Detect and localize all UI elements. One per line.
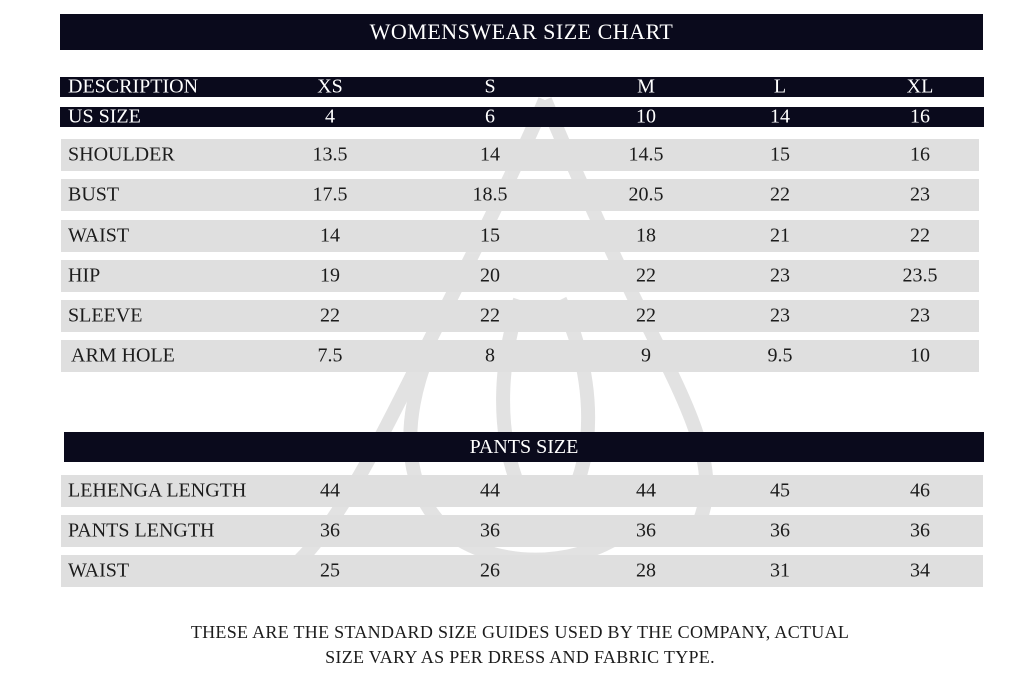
row-label: BUST [68,183,120,206]
cell-m: 20.5 [628,183,664,206]
pants-row [61,555,983,587]
pants-size-title: PANTS SIZE [64,432,984,462]
footnote-line-1: THESE ARE THE STANDARD SIZE GUIDES USED BY THE COMPANY, ACTUAL [190,622,850,642]
cell-l: 21 [770,224,790,247]
table-header-row [60,77,984,97]
cell-m: 14.5 [628,143,664,166]
cell-l: 15 [770,143,790,166]
row-label: WAIST [68,224,130,247]
cell-xl: 34 [910,559,930,582]
cell-s: 20 [480,264,500,287]
cell-m: 10 [636,105,656,128]
cell-l: 22 [770,183,790,206]
cell-m: 9 [641,344,651,367]
cell-xs: 44 [320,479,340,502]
cell-xs: 13.5 [312,143,348,166]
row-label: SLEEVE [68,304,143,327]
cell-l: 45 [770,479,790,502]
cell-xl: XL [906,75,934,98]
cell-s: 44 [480,479,500,502]
cell-m: 18 [636,224,656,247]
cell-l: L [773,75,787,98]
cell-s: 22 [480,304,500,327]
cell-xs: 14 [320,224,340,247]
cell-xs: 17.5 [312,183,348,206]
row-label: WAIST [68,559,130,582]
row-label: PANTS LENGTH [68,519,215,542]
measurement-row [61,139,979,171]
row-label: DESCRIPTION [68,75,199,98]
row-label: US SIZE [68,105,141,128]
cell-xs: 7.5 [317,344,343,367]
footnote [100,620,940,670]
row-label: LEHENGA LENGTH [68,479,247,502]
cell-xs: 36 [320,519,340,542]
cell-xl: 22 [910,224,930,247]
cell-l: 23 [770,264,790,287]
cell-s: 18.5 [472,183,508,206]
cell-xl: 10 [910,344,930,367]
cell-xs: 4 [325,105,335,128]
cell-m: 44 [636,479,656,502]
measurement-row [61,179,979,211]
cell-xl: 16 [910,143,930,166]
cell-m: 28 [636,559,656,582]
cell-s: 26 [480,559,500,582]
us-size-row [60,107,984,127]
cell-xl: 23 [910,183,930,206]
measurement-row [61,260,979,292]
chart-title: WOMENSWEAR SIZE CHART [60,14,983,50]
cell-l: 31 [770,559,790,582]
cell-s: 6 [485,105,495,128]
cell-xl: 23 [910,304,930,327]
cell-s: 15 [480,224,500,247]
measurement-row [61,300,979,332]
measurement-row [61,220,979,252]
measurement-row [61,340,979,372]
cell-l: 23 [770,304,790,327]
footnote-line-2: SIZE VARY AS PER DRESS AND FABRIC TYPE. [325,647,715,667]
cell-xl: 46 [910,479,930,502]
cell-m: 36 [636,519,656,542]
cell-s: 14 [480,143,500,166]
row-label: HIP [68,264,101,287]
cell-xs: 22 [320,304,340,327]
row-label: SHOULDER [68,143,175,166]
cell-xs: XS [317,75,343,98]
cell-s: 36 [480,519,500,542]
cell-l: 14 [770,105,790,128]
cell-m: M [637,75,655,98]
cell-xs: 19 [320,264,340,287]
cell-xl: 23.5 [902,264,938,287]
cell-m: 22 [636,264,656,287]
cell-l: 36 [770,519,790,542]
cell-m: 22 [636,304,656,327]
cell-s: S [484,75,496,98]
cell-xs: 25 [320,559,340,582]
cell-s: 8 [485,344,495,367]
cell-l: 9.5 [767,344,793,367]
cell-xl: 36 [910,519,930,542]
cell-xl: 16 [910,105,930,128]
pants-row [61,515,983,547]
pants-row [61,475,983,507]
row-label: ARM HOLE [71,344,175,367]
